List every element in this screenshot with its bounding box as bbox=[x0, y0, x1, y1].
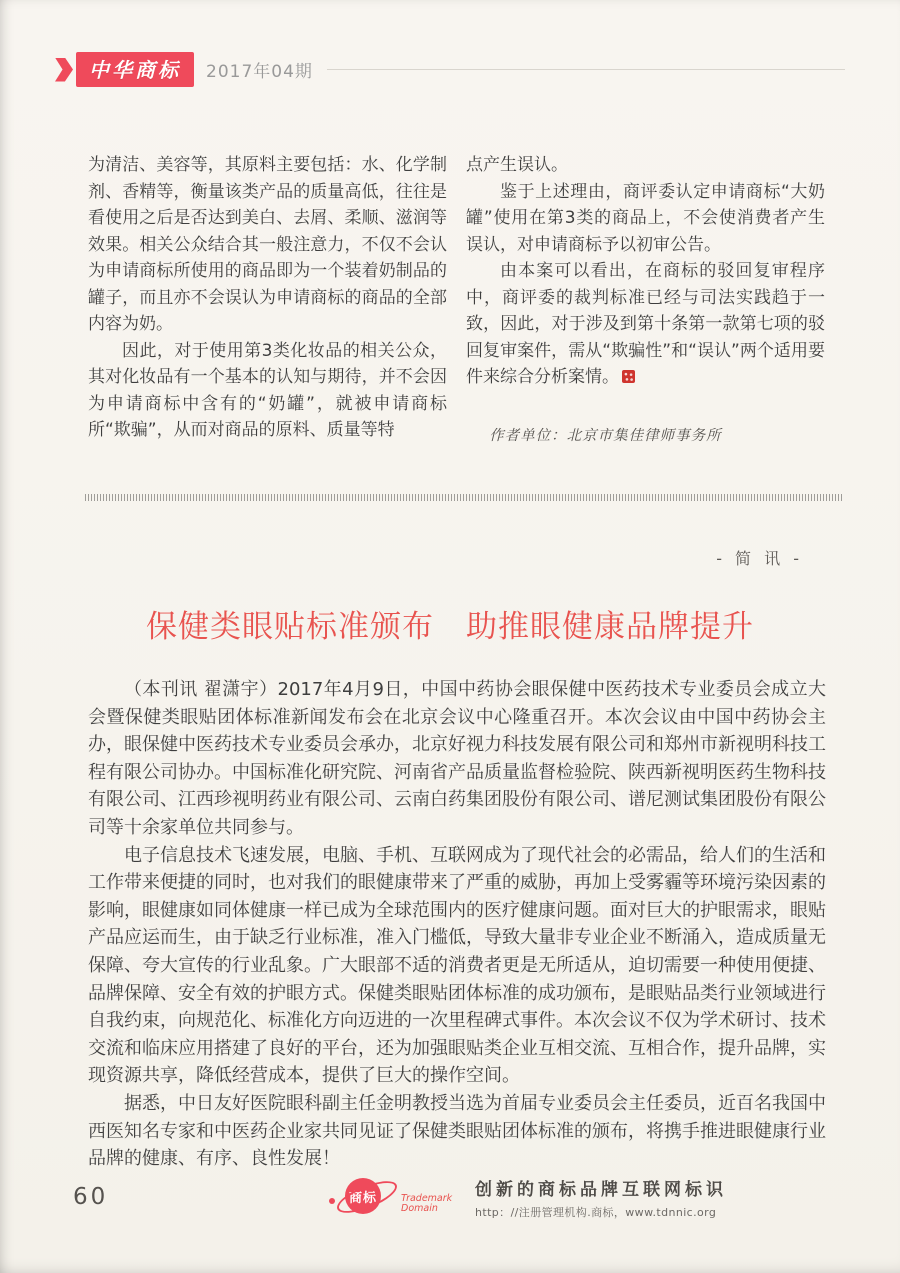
article-end-seal-icon bbox=[622, 370, 635, 383]
section-label-briefs: - 简 讯 - bbox=[716, 549, 803, 568]
author-affiliation: 作者单位：北京市集佳律师事务所 bbox=[489, 427, 722, 444]
news-paragraph: 据悉，中日友好医院眼科副主任金明教授当选为首届专业委员会主任委员，近百名我国中西医知名专家和中医药企业家共同见证了保健类眼贴团体标准的颁布，将携手推进眼健康行业品牌的健康、有序、良性发展！ bbox=[88, 1092, 826, 1170]
news-headline: 保健类眼贴标准颁布 助推眼健康品牌提升 bbox=[146, 609, 754, 645]
trademark-domain-logo-icon bbox=[333, 1172, 399, 1222]
paragraph: 为清洁、美容等，其原料主要包括：水、化学制剂、香精等，衡量该类产品的质量高低，往往是看使用之后是否达到美白、去屑、柔顺、滋润等效果。相关公众结合其一般注意力，不仅不会认为申请商标所使用的商品即为一个装着奶制品的罐子，而且亦不会误认为申请商标的商品的全部内容为奶。 bbox=[88, 155, 447, 334]
case-article bbox=[88, 152, 825, 449]
section-divider bbox=[85, 494, 843, 501]
paragraph: 因此，对于使用第3类化妆品的相关公众，其对化妆品有一个基本的认知与期待，并不会因为申请商标中含有的“奶罐”，就被申请商标所“欺骗”，从而对商品的原料、质量等特 bbox=[88, 340, 447, 440]
logo-globe-text: 商标 bbox=[348, 1190, 377, 1206]
right-column bbox=[466, 152, 825, 449]
issue-label: 2017年04期 bbox=[206, 62, 313, 82]
footer-url: http：//注册管理机构.商标，www.tdnnic.org bbox=[475, 1205, 717, 1219]
ribbon-chevron-icon bbox=[55, 58, 73, 82]
brand-ribbon bbox=[55, 52, 194, 87]
news-paragraph: （本刊讯 翟潇宇）2017年4月9日，中国中药协会眼保健中医药技术专业委员会成立大会暨保健类眼贴团体标准新闻发布会在北京会议中心隆重召开。本次会议由中国中药协会主办，眼保健中医药技术专业委员会承办，北京好视力科技发展有限公司和郑州市新视明科技工程有限公司协办。中国标准化研究院、河南省产品质量监督检验院、陕西新视明医药生物科技有限公司、江西珍视明药业有限公司、云南白药集团股份有限公司、谱尼测试集团股份有限公司等十余家单位共同参与。 bbox=[88, 679, 826, 838]
news-paragraph: 电子信息技术飞速发展，电脑、手机、互联网成为了现代社会的必需品，给人们的生活和工作带来便捷的同时，也对我们的眼健康带来了严重的威胁，再加上受雾霾等环境污染因素的影响，眼健康如同体健康一样已成为全球范围内的医疗健康问题。面对巨大的护眼需求，眼贴产品应运而生，由于缺乏行业标准，准入门槛低，导致大量非专业企业不断涌入，造成质量无保障、夸大宣传的行业乱象。广大眼部不适的消费者更是无所适从，迫切需要一种使用便捷、品牌保障、安全有效的护眼方式。保健类眼贴团体标准的成功颁布，是眼贴品类行业领域进行自我约束，向规范化、标准化方向迈进的一次里程碑式事件。本次会议不仅为学术研讨、技术交流和临床应用搭建了良好的平台，还为加强眼贴类企业互相交流、互相合作，提升品牌，实现资源共享，降低经营成本，提供了巨大的操作空间。 bbox=[88, 844, 826, 1087]
paragraph-text: 由本案可以看出，在商标的驳回复审程序中，商评委的裁判标准已经与司法实践趋于一致，因此，对于涉及到第十条第一款第七项的驳回复审案件，需从“欺骗性”和“误认”两个适用要件来综合分析案情。 bbox=[466, 261, 825, 387]
header-rule bbox=[327, 69, 845, 70]
footer-text bbox=[475, 1175, 727, 1220]
brand-logo: 中华商标 bbox=[76, 52, 194, 87]
paragraph bbox=[466, 258, 825, 391]
footer-tagline: 创新的商标品牌互联网标识 bbox=[475, 1179, 727, 1200]
masthead bbox=[55, 52, 845, 87]
paragraph: 点产生误认。 bbox=[466, 155, 568, 175]
paragraph: 鉴于上述理由，商评委认定申请商标“大奶罐”使用在第3类的商品上，不会使消费者产生误认，对申请商标予以初审公告。 bbox=[466, 181, 825, 255]
left-column bbox=[88, 152, 447, 449]
logo-subtitle: Trademark Domain bbox=[401, 1192, 453, 1214]
news-article bbox=[88, 676, 826, 1173]
footer-logo-group bbox=[333, 1172, 727, 1222]
logo-satellite-dot bbox=[329, 1198, 335, 1204]
page-number: 60 bbox=[73, 1184, 109, 1210]
